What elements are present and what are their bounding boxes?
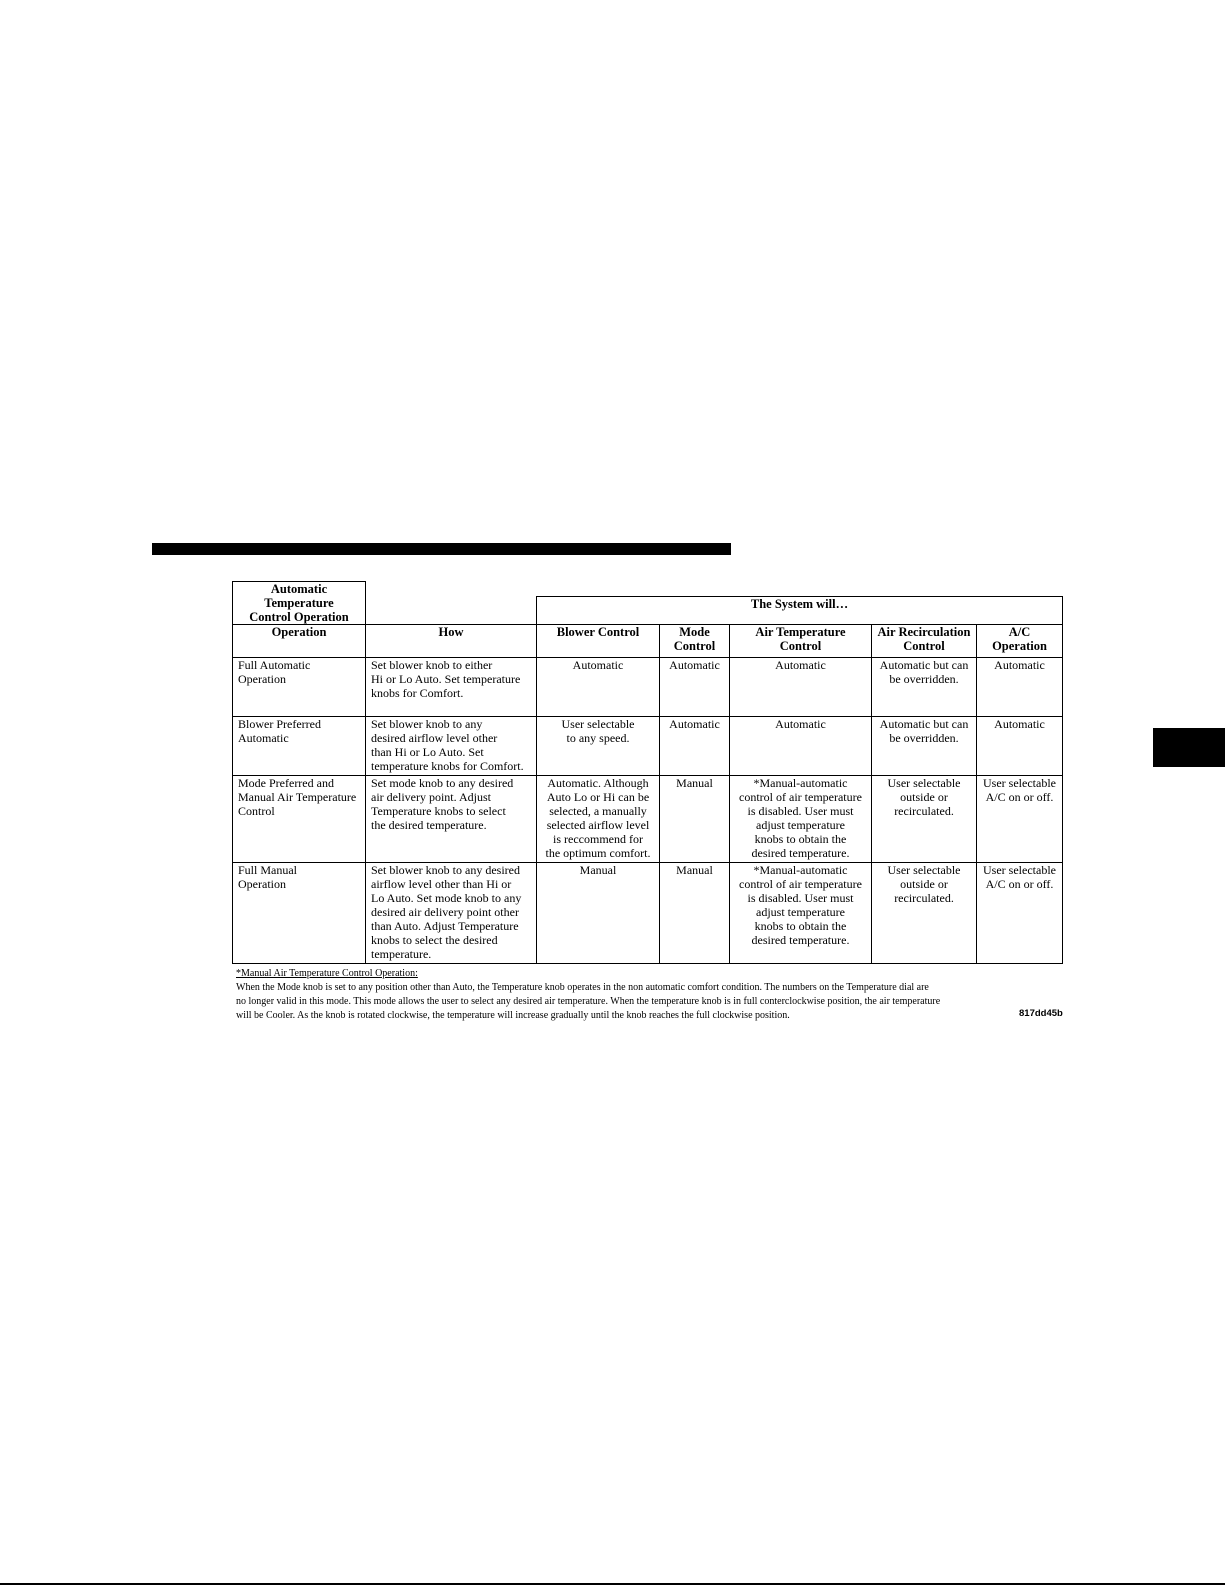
- footnote-line: When the Mode knob is set to any position other than Auto, the Temperature knob operates in the non automatic comfort condition. The numbers on the Temperature dial are: [236, 982, 929, 993]
- cell-blower: Automatic: [537, 658, 660, 717]
- col-header-ac-operation: A/C Operation: [977, 625, 1063, 658]
- col-header-blower-control: Blower Control: [537, 625, 660, 658]
- cell-ac: Automatic: [977, 658, 1063, 717]
- table-row: [233, 863, 1063, 964]
- cell-operation: Full Manual Operation: [233, 863, 366, 964]
- table-row: [233, 658, 1063, 717]
- cell-ac: Automatic: [977, 717, 1063, 776]
- figure-code: 817dd45b: [1019, 1008, 1063, 1019]
- col-header-operation: Operation: [233, 625, 366, 658]
- col-header-air-temperature-control: Air Temperature Control: [730, 625, 872, 658]
- footnote-line: no longer valid in this mode. This mode allows the user to select any desired air temperature. When the temperature knob is in full conterclockwise position, the air temperature: [236, 996, 941, 1007]
- cell-air-temp: *Manual-automatic control of air temperature is disabled. User must adjust temperature knobs to obtain the desired temperature.: [730, 776, 872, 863]
- cell-ac: User selectable A/C on or off.: [977, 863, 1063, 964]
- temperature-control-table: [232, 581, 1063, 964]
- cell-mode: Automatic: [660, 658, 730, 717]
- table-row: [233, 776, 1063, 863]
- cell-blower: Manual: [537, 863, 660, 964]
- cell-operation: Blower Preferred Automatic: [233, 717, 366, 776]
- col-header-mode-control: Mode Control: [660, 625, 730, 658]
- cell-operation: Full Automatic Operation: [233, 658, 366, 717]
- cell-air-temp: *Manual-automatic control of air temperature is disabled. User must adjust temperature knobs to obtain the desired temperature.: [730, 863, 872, 964]
- cell-recirc: Automatic but can be overridden.: [872, 658, 977, 717]
- table-row: [233, 717, 1063, 776]
- cell-how: Set blower knob to any desired airflow level other than Hi or Lo Auto. Set mode knob to any desired air delivery point other than Auto. Adjust Temperature knobs to select the desired temperature.: [366, 863, 537, 964]
- cell-blower: Automatic. Although Auto Lo or Hi can be selected, a manually selected airflow level is reccommend for the optimum comfort.: [537, 776, 660, 863]
- cell-air-temp: Automatic: [730, 658, 872, 717]
- cell-recirc: User selectable outside or recirculated.: [872, 863, 977, 964]
- cell-mode: Manual: [660, 863, 730, 964]
- table-title: Automatic Temperature Control Operation: [233, 582, 366, 625]
- chapter-side-tab: [1153, 728, 1225, 767]
- cell-mode: Automatic: [660, 717, 730, 776]
- cell-ac: User selectable A/C on or off.: [977, 776, 1063, 863]
- table-footnote: [236, 967, 1066, 1023]
- cell-air-temp: Automatic: [730, 717, 872, 776]
- section-rule-bar: [152, 543, 731, 555]
- system-will-header: The System will…: [537, 596, 1063, 624]
- cell-mode: Manual: [660, 776, 730, 863]
- col-header-air-recirculation-control: Air Recirculation Control: [872, 625, 977, 658]
- col-header-how: How: [366, 625, 537, 658]
- cell-recirc: Automatic but can be overridden.: [872, 717, 977, 776]
- cell-operation: Mode Preferred and Manual Air Temperature Control: [233, 776, 366, 863]
- footnote-title: *Manual Air Temperature Control Operation:: [236, 968, 418, 979]
- cell-how: Set blower knob to either Hi or Lo Auto. Set temperature knobs for Comfort.: [366, 658, 537, 717]
- cell-recirc: User selectable outside or recirculated.: [872, 776, 977, 863]
- cell-blower: User selectable to any speed.: [537, 717, 660, 776]
- column-header-row: [233, 625, 1063, 658]
- cell-how: Set mode knob to any desired air delivery point. Adjust Temperature knobs to select the desired temperature.: [366, 776, 537, 863]
- footnote-line: will be Cooler. As the knob is rotated clockwise, the temperature will increase gradually until the knob reaches the full clockwise position.: [236, 1010, 790, 1021]
- cell-how: Set blower knob to any desired airflow level other than Hi or Lo Auto. Set temperature knobs for Comfort.: [366, 717, 537, 776]
